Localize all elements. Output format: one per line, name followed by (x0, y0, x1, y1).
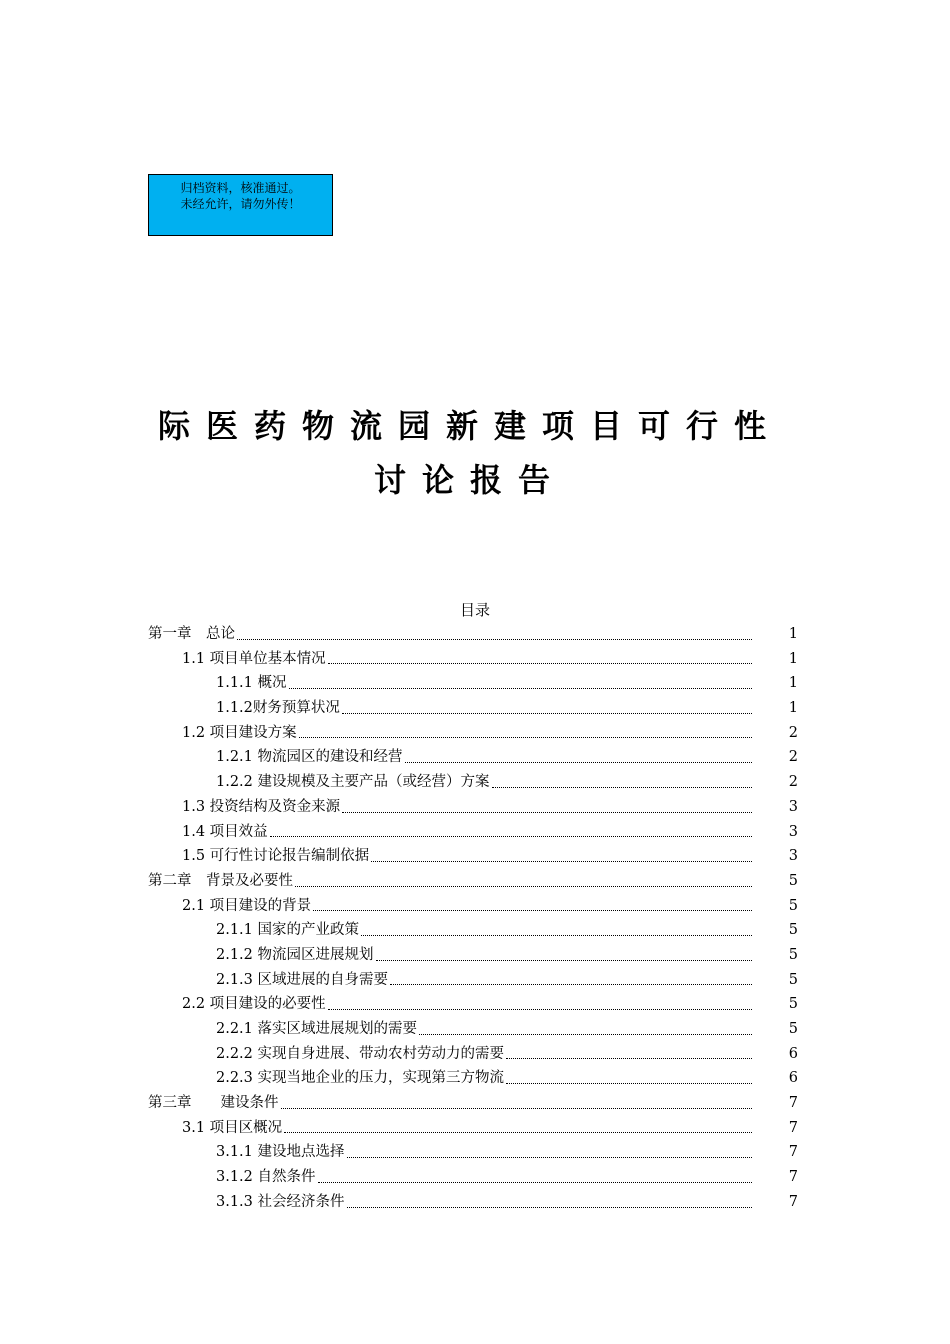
toc-entry-page: 1 (788, 650, 798, 667)
toc-dot-leader (318, 1181, 752, 1183)
toc-dot-leader (342, 811, 752, 813)
toc-entry[interactable] (148, 918, 798, 943)
toc-entry-page: 3 (788, 823, 798, 840)
toc-entry-page: 5 (788, 996, 798, 1013)
toc-entry[interactable] (148, 1066, 798, 1091)
toc-entry-page: 2 (788, 774, 798, 791)
document-title-line-1: 际医药物流园新建项目可行性 (157, 407, 782, 445)
toc-dot-leader (371, 860, 752, 862)
toc-dot-leader (281, 1107, 753, 1109)
toc-entry[interactable] (148, 1091, 798, 1116)
table-of-contents (148, 622, 798, 1215)
toc-entry-page: 7 (788, 1169, 798, 1186)
toc-entry-page: 3 (788, 798, 798, 815)
toc-entry[interactable] (148, 1165, 798, 1190)
toc-entry[interactable] (148, 745, 798, 770)
toc-entry-page: 2 (788, 749, 798, 766)
toc-entry-label: 第二章 背景及必要性 (148, 872, 293, 889)
toc-dot-leader (347, 1156, 752, 1158)
toc-entry[interactable] (148, 1190, 798, 1215)
toc-dot-leader (328, 662, 752, 664)
toc-entry[interactable] (148, 671, 798, 696)
toc-dot-leader (299, 736, 752, 738)
toc-entry[interactable] (148, 721, 798, 746)
toc-dot-leader (506, 1057, 752, 1059)
toc-entry[interactable] (148, 844, 798, 869)
toc-entry-page: 5 (788, 946, 798, 963)
toc-dot-leader (313, 909, 752, 911)
toc-dot-leader (376, 959, 752, 961)
toc-dot-leader (361, 934, 752, 936)
toc-heading: 目录 (459, 601, 490, 619)
toc-dot-leader (328, 1008, 752, 1010)
stamp-line-1: 归档资料，核准通过。 (180, 181, 301, 195)
toc-entry-label: 2.2.3 实现当地企业的压力，实现第三方物流 (216, 1070, 505, 1087)
confidential-stamp (148, 174, 333, 236)
toc-dot-leader (492, 786, 752, 788)
toc-dot-leader (289, 687, 752, 689)
toc-dot-leader (347, 1206, 752, 1208)
toc-entry-label: 1.4 项目效益 (182, 823, 268, 840)
toc-entry-label: 2.2.2 实现自身进展、带动农村劳动力的需要 (216, 1045, 505, 1062)
toc-dot-leader (270, 835, 752, 837)
toc-entry-label: 1.2.2 建设规模及主要产品（或经营）方案 (216, 774, 490, 791)
toc-entry[interactable] (148, 968, 798, 993)
toc-entry[interactable] (148, 1017, 798, 1042)
toc-entry-label: 2.1.2 物流园区进展规划 (216, 946, 374, 963)
toc-entry-page: 1 (788, 626, 798, 642)
toc-entry[interactable] (148, 943, 798, 968)
toc-entry-label: 1.2.1 物流园区的建设和经营 (216, 749, 403, 766)
toc-dot-leader (506, 1082, 752, 1084)
toc-entry-page: 5 (788, 897, 798, 914)
toc-entry-page: 5 (788, 971, 798, 988)
toc-entry-label: 2.2 项目建设的必要性 (182, 996, 326, 1013)
toc-entry-page: 7 (788, 1095, 798, 1112)
toc-entry[interactable] (148, 795, 798, 820)
toc-dot-leader (237, 638, 752, 640)
toc-dot-leader (342, 712, 752, 714)
toc-entry-label: 1.3 投资结构及资金来源 (182, 798, 341, 815)
toc-entry-page: 3 (788, 848, 798, 865)
toc-dot-leader (295, 885, 752, 887)
stamp-line-2: 未经允许，请勿外传！ (180, 197, 301, 211)
toc-entry[interactable] (148, 696, 798, 721)
toc-entry-page: 5 (788, 1021, 798, 1037)
toc-dot-leader (419, 1033, 752, 1035)
toc-dot-leader (405, 761, 752, 763)
toc-entry-label: 2.2.1 落实区域进展规划的需要 (216, 1021, 418, 1037)
toc-entry[interactable] (148, 992, 798, 1017)
toc-entry-label: 3.1.1 建设地点选择 (216, 1144, 345, 1161)
toc-entry-page: 7 (788, 1144, 798, 1161)
toc-entry-page: 2 (788, 724, 798, 741)
toc-entry-label: 1.5 可行性讨论报告编制依据 (182, 848, 370, 865)
toc-entry-page: 7 (788, 1119, 798, 1136)
toc-entry-page: 5 (788, 922, 798, 939)
toc-entry-label: 第一章 总论 (148, 626, 235, 642)
toc-dot-leader (390, 983, 752, 985)
toc-entry-label: 2.1.1 国家的产业政策 (216, 922, 360, 939)
toc-entry-label: 3.1.2 自然条件 (216, 1169, 316, 1186)
toc-entry[interactable] (148, 1042, 798, 1067)
document-title-line-2: 讨论报告 (373, 461, 566, 499)
toc-entry-page: 6 (788, 1045, 798, 1062)
toc-entry[interactable] (148, 869, 798, 894)
toc-entry[interactable] (148, 770, 798, 795)
toc-entry-label: 1.1.2财务预算状况 (216, 700, 340, 717)
toc-entry[interactable] (148, 1116, 798, 1141)
toc-entry-label: 1.2 项目建设方案 (182, 724, 297, 741)
toc-entry-page: 1 (788, 700, 798, 717)
toc-entry-label: 第三章 建设条件 (148, 1095, 279, 1112)
toc-entry[interactable] (148, 820, 798, 845)
toc-entry-label: 2.1.3 区域进展的自身需要 (216, 971, 389, 988)
toc-entry-page: 5 (788, 872, 798, 889)
toc-entry-label: 1.1 项目单位基本情况 (182, 650, 326, 667)
toc-dot-leader (284, 1131, 752, 1133)
toc-entry[interactable] (148, 894, 798, 919)
toc-entry-label: 1.1.1 概况 (216, 675, 287, 692)
toc-entry-label: 3.1.3 社会经济条件 (216, 1193, 345, 1210)
toc-entry[interactable] (148, 622, 798, 647)
toc-entry-page: 7 (788, 1193, 798, 1210)
toc-entry[interactable] (148, 1140, 798, 1165)
toc-entry[interactable] (148, 647, 798, 672)
toc-entry-label: 2.1 项目建设的背景 (182, 897, 312, 914)
toc-entry-label: 3.1 项目区概况 (182, 1119, 283, 1136)
toc-entry-page: 1 (788, 675, 798, 692)
toc-entry-page: 6 (788, 1070, 798, 1087)
